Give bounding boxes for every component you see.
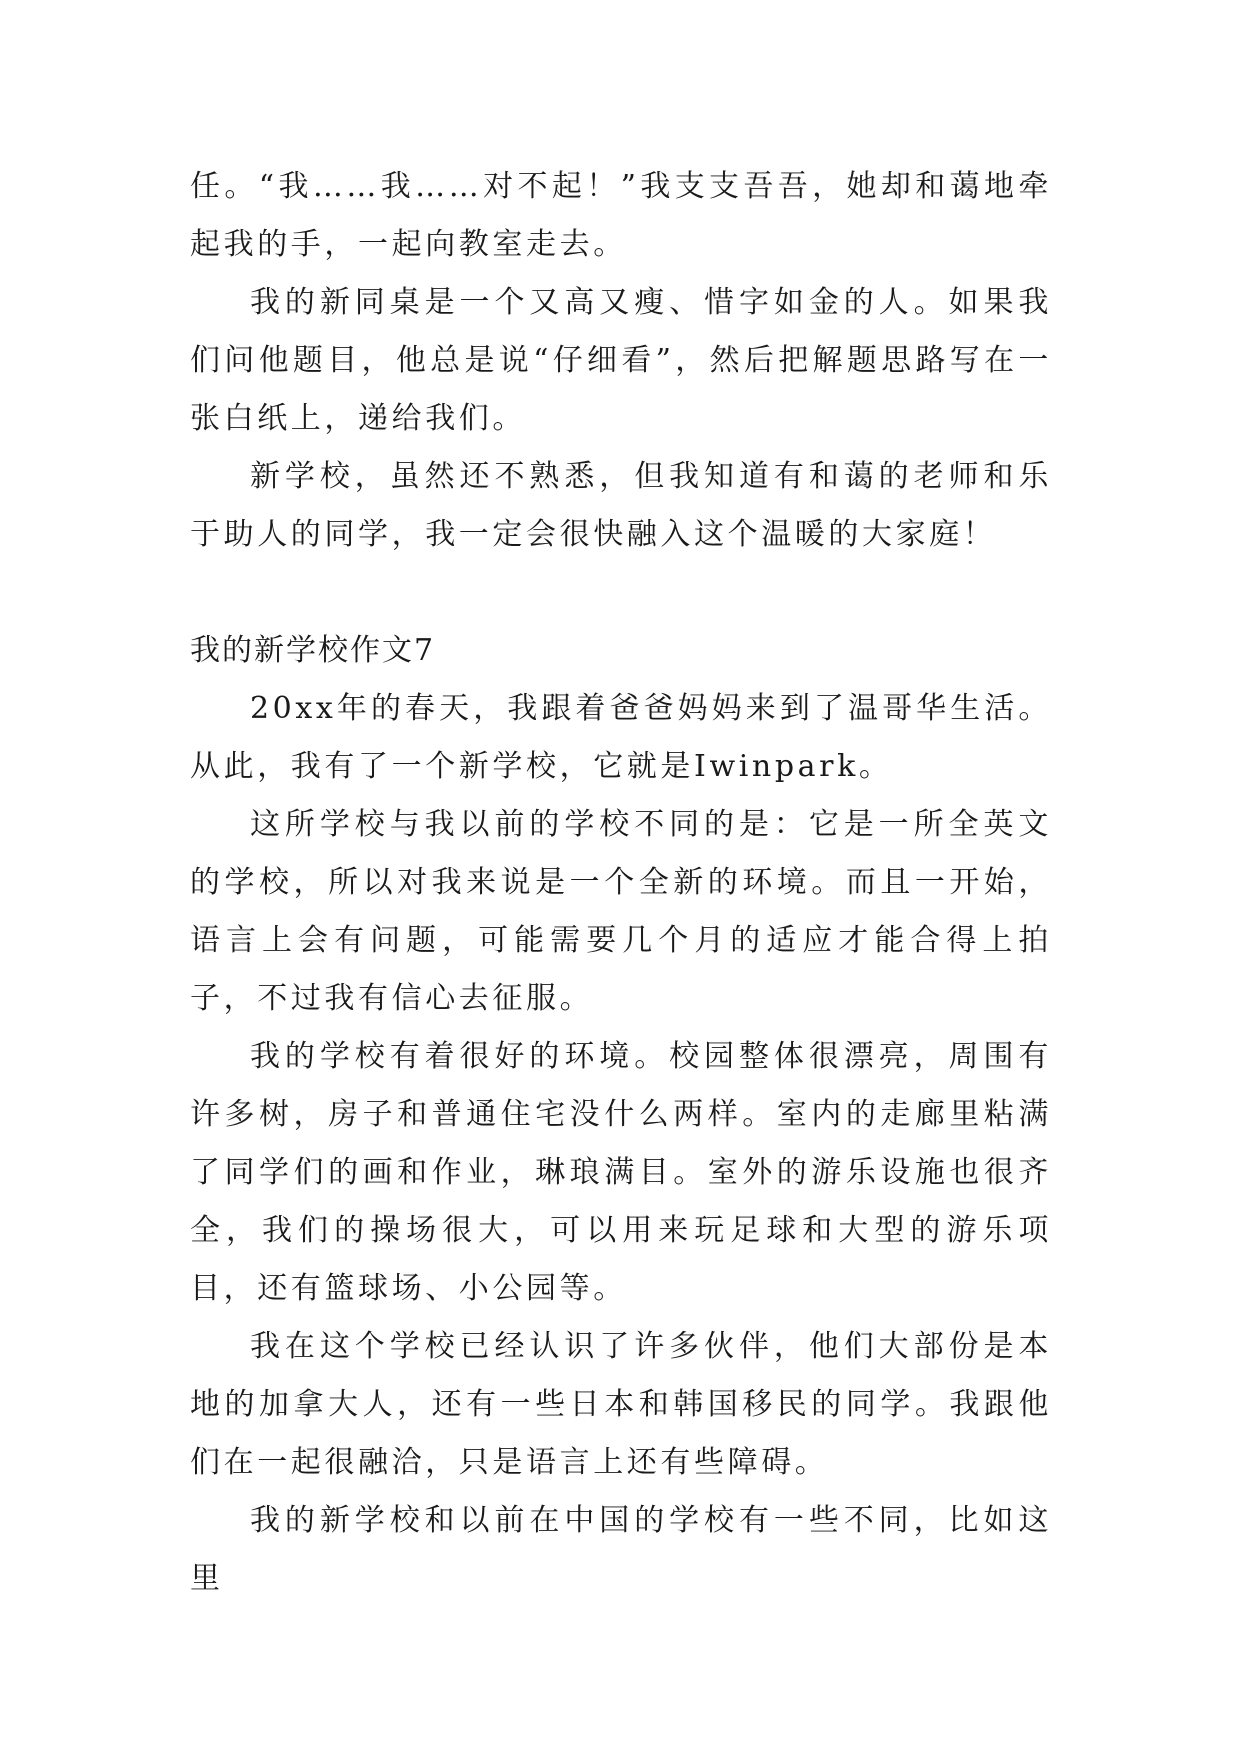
document-page xyxy=(190,158,1052,1608)
paragraph-conclusion: 新学校，虽然还不熟悉，但我知道有和蔼的老师和乐于助人的同学，我一定会很快融入这个温暖的大家庭！ xyxy=(190,459,1052,552)
paragraph-arrival: 20xx年的春天，我跟着爸爸妈妈来到了温哥华生活。从此，我有了一个新学校，它就是Iwinpark。 xyxy=(190,691,1052,784)
section-title: 我的新学校作文7 xyxy=(190,633,436,668)
paragraph-friends: 我在这个学校已经认识了许多伙伴，他们大部份是本地的加拿大人，还有一些日本和韩国移民的同学。我跟他们在一起很融洽，只是语言上还有些障碍。 xyxy=(190,1329,1052,1480)
paragraph-new-deskmate: 我的新同桌是一个又高又瘦、惜字如金的人。如果我们问他题目，他总是说“仔细看”，然后把解题思路写在一张白纸上，递给我们。 xyxy=(190,285,1052,436)
paragraph-comparison: 我的新学校和以前在中国的学校有一些不同，比如这里 xyxy=(190,1503,1052,1596)
paragraph-environment: 我的学校有着很好的环境。校园整体很漂亮，周围有许多树，房子和普通住宅没什么两样。室内的走廊里粘满了同学们的画和作业，琳琅满目。室外的游乐设施也很齐全，我们的操场很大，可以用来玩足球和大型的游乐项目，还有篮球场、小公园等。 xyxy=(190,1039,1052,1306)
paragraph-differences: 这所学校与我以前的学校不同的是：它是一所全英文的学校，所以对我来说是一个全新的环境。而且一开始，语言上会有问题，可能需要几个月的适应才能合得上拍子，不过我有信心去征服。 xyxy=(190,807,1052,1016)
paragraph-continued: 任。“我……我……对不起！”我支支吾吾，她却和蔼地牵起我的手，一起向教室走去。 xyxy=(190,169,1052,262)
